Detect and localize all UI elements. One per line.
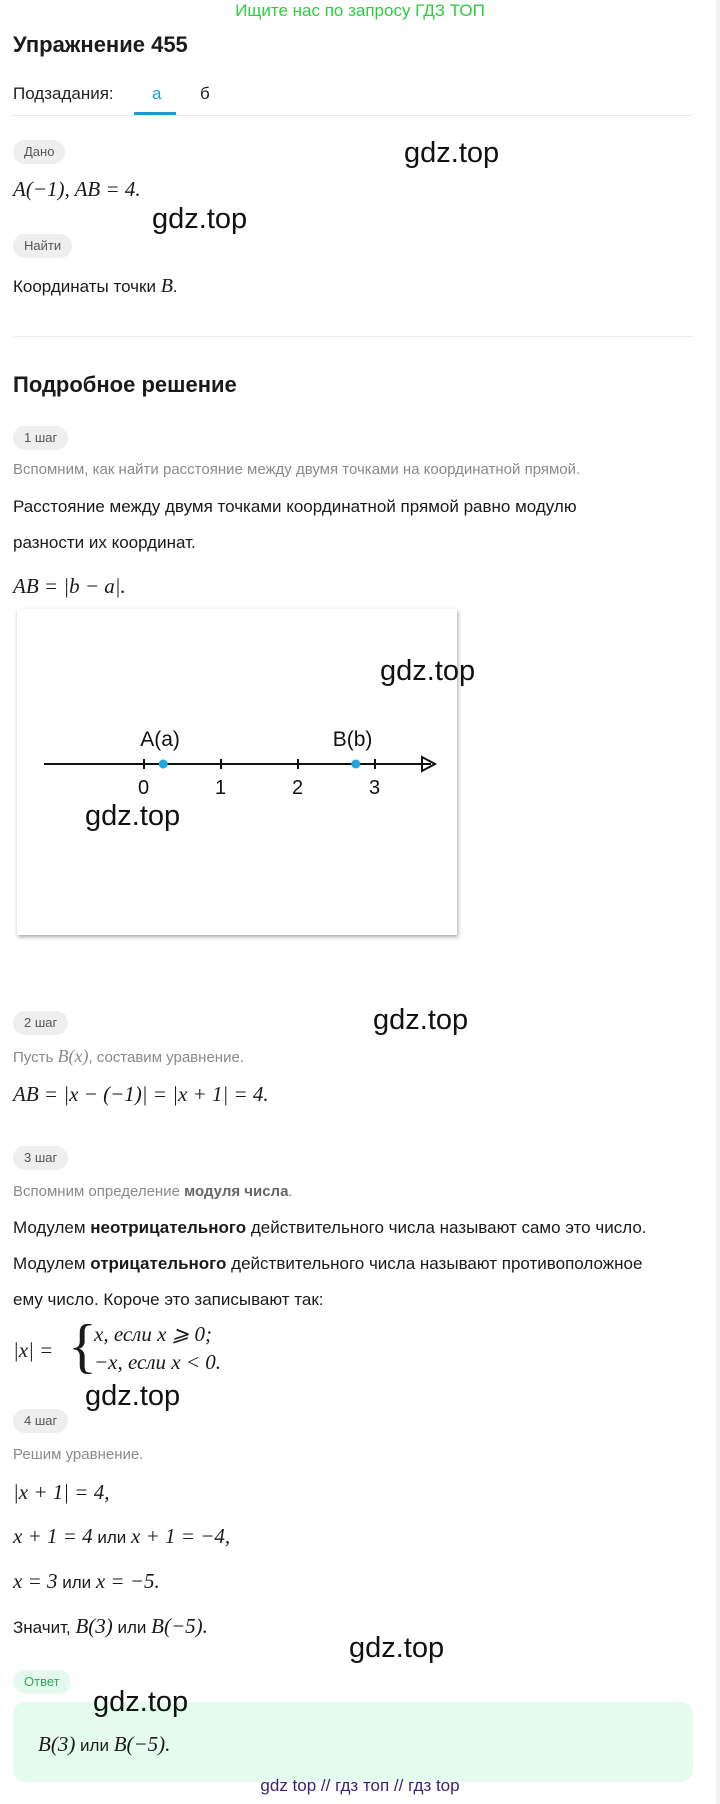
- step-1-text-line1: Расстояние между двумя точками координатной прямой равно модулю: [13, 497, 577, 516]
- watermark: gdz.top: [349, 1632, 445, 1664]
- watermark: gdz.top: [93, 1686, 189, 1718]
- footer-links[interactable]: gdz top // гдз топ // гдз top: [260, 1776, 460, 1795]
- step-2-hint: Пусть B(x), составим уравнение.: [13, 1046, 244, 1066]
- step-4-eq1: |x + 1| = 4,: [13, 1480, 110, 1504]
- tab-subtask-b[interactable]: б: [200, 84, 210, 103]
- step-1-hint: Вспомним, как найти расстояние между двумя точками на координатной прямой.: [13, 461, 581, 478]
- step-1-badge: 1 шаг: [13, 426, 68, 450]
- point-a-label: A(a): [140, 728, 180, 751]
- watermark: gdz.top: [373, 1004, 469, 1036]
- subtasks-label: Подзадания:: [13, 84, 114, 103]
- watermark: gdz.top: [380, 655, 476, 687]
- page-title: Упражнение 455: [13, 32, 188, 57]
- tick-label: 0: [138, 777, 150, 799]
- step-1-text-line2: разности их координат.: [13, 533, 196, 552]
- step-2-badge: 2 шаг: [13, 1011, 68, 1035]
- step-4-eq3: x = 3 или x = −5.: [13, 1569, 160, 1593]
- step-3-line1: Модулем неотрицательного действительного числа называют само это число.: [13, 1218, 647, 1237]
- modulus-case-2: −x, если x < 0.: [94, 1350, 222, 1374]
- search-banner[interactable]: Ищите нас по запросу ГДЗ ТОП: [235, 1, 485, 20]
- tick-label: 3: [369, 777, 381, 799]
- tabs-divider: [13, 115, 693, 116]
- watermark: gdz.top: [85, 1380, 181, 1412]
- step-4-eq2: x + 1 = 4 или x + 1 = −4,: [13, 1524, 231, 1548]
- modulus-case-1: x, если x ⩾ 0;: [94, 1322, 213, 1346]
- watermark: gdz.top: [404, 137, 500, 169]
- point-b-dot: [351, 760, 360, 769]
- step-1-formula: AB = |b − a|.: [13, 574, 126, 598]
- step-3-badge: 3 шаг: [13, 1146, 68, 1170]
- given-badge: Дано: [13, 140, 65, 164]
- step-3-line2: Модулем отрицательного действительного числа называют противоположное: [13, 1254, 643, 1273]
- step-3-hint: Вспомним определение модуля числа.: [13, 1183, 293, 1200]
- watermark: gdz.top: [85, 800, 181, 832]
- given-math: A(−1), AB = 4.: [13, 177, 141, 201]
- solution-title: Подробное решение: [13, 372, 237, 397]
- answer-text: B(3) или B(−5).: [38, 1732, 171, 1756]
- scrollbar-track[interactable]: [716, 0, 720, 1804]
- point-b-label: B(b): [332, 728, 373, 751]
- modulus-lhs: |x| =: [13, 1338, 54, 1362]
- tab-subtask-a[interactable]: а: [152, 84, 162, 103]
- step-4-hint: Решим уравнение.: [13, 1446, 144, 1463]
- point-a-dot: [159, 760, 168, 769]
- section-divider: [13, 336, 693, 337]
- find-badge: Найти: [13, 234, 72, 258]
- step-4-badge: 4 шаг: [13, 1409, 68, 1433]
- cases-brace: {: [68, 1313, 97, 1379]
- step-4-conclusion: Значит, B(3) или B(−5).: [13, 1614, 208, 1638]
- step-2-formula: AB = |x − (−1)| = |x + 1| = 4.: [13, 1082, 269, 1106]
- step-3-line3: ему число. Короче это записывают так:: [13, 1290, 324, 1309]
- watermark: gdz.top: [152, 203, 248, 235]
- answer-badge: Ответ: [13, 1670, 71, 1694]
- tick-label: 1: [215, 777, 227, 799]
- find-text: Координаты точки B.: [13, 275, 178, 297]
- tick-label: 2: [292, 777, 304, 799]
